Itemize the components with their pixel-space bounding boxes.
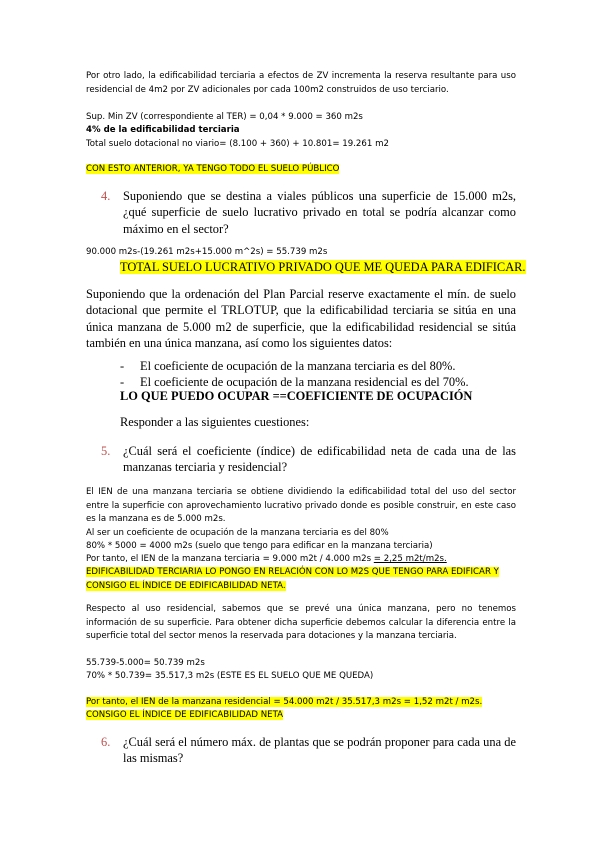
highlight-total-lucrativo: TOTAL SUELO LUCRATIVO PRIVADO QUE ME QUEDA PARA EDIFICAR. <box>120 260 526 274</box>
paragraph-ien-terciaria: El IEN de una manzana terciaria se obtiene dividiendo la edificabilidad total del uso del sector entre la superficie con aprovechamiento lucrativo privado donde es posible construir, en este caso es la manzana es de 5.000 m2s. <box>86 487 516 525</box>
highlight-row-edificabilidad <box>86 566 516 593</box>
calc-suelo-lucrativo: 90.000 m2s-(19.261 m2s+15.000 m^2s) = 55.739 m2s <box>86 247 328 257</box>
responder-text: Responder a las siguientes cuestiones: <box>120 415 310 429</box>
note-4-percent: 4% de la edificabilidad terciaria <box>86 125 240 135</box>
bullet-text: El coeficiente de ocupación de la manzana terciaria es del 80%. <box>140 359 456 373</box>
paragraph-uso-residencial: Respecto al uso residencial, sabemos que se prevé una única manzana, pero no tenemos información de su superficie. Para obtener dicha superficie debemos calcular la diferencia entre la superficie total del sector menos la reservada para dotaciones y la manzana terciaria. <box>86 604 516 642</box>
highlight-row-ien-residencial <box>86 696 516 710</box>
bullet-text: El coeficiente de ocupación de la manzana residencial es del 70%. <box>140 375 469 389</box>
question-4-text: Suponiendo que se destina a viales públicos una superficie de 15.000 m2s, ¿qué superficie de suelo lucrativo privado en total se podría alcanzar como máximo en el sector? <box>123 189 516 236</box>
paragraph-ordenacion: Suponiendo que la ordenación del Plan Parcial reserve exactamente el mín. de suelo dotacional que permite el TRLOTUP, que la edificabilidad terciaria se sitúa en una única manzana de 5.000 m2 de superficie, que la edificabilidad residencial se sitúa también en una única manzana, así como los siguientes datos: <box>86 287 516 351</box>
calc-ien-terciaria-result: = 2,25 m2t/m2s. <box>373 554 447 564</box>
paragraph-edificabilidad-terciaria: Por otro lado, la edificabilidad terciaria a efectos de ZV incrementa la reserva resultante para uso residencial de 4m2 por ZV adicionales por cada 100m2 construidos de uso terciario. <box>86 71 516 95</box>
bullet-dash: - <box>120 359 125 373</box>
note-coeficiente-ocupacion: LO QUE PUEDO OCUPAR ==COEFICIENTE DE OCUPACIÓN <box>120 389 473 403</box>
question-4-number: 4. <box>101 189 111 203</box>
calc-80-percent: 80% * 5000 = 4000 m2s (suelo que tengo para edificar en la manzana terciaria) <box>86 541 433 551</box>
calc-total-suelo-dotacional: Total suelo dotacional no viario= (8.100 + 360) + 10.801= 19.261 m2 <box>86 139 389 149</box>
question-5-number: 5. <box>101 444 111 458</box>
bullet-dash: - <box>120 375 125 389</box>
calc-superficie-residencial: 55.739-5.000= 50.739 m2s <box>86 658 205 668</box>
question-6-number: 6. <box>101 735 111 749</box>
highlight-edificabilidad-terciaria: EDIFICABILIDAD TERCIARIA LO PONGO EN RELACIÓN CON LO M2S QUE TENGO PARA EDIFICAR Y CONSIGO EL ÍNDICE DE EDIFICABILIDAD NETA. <box>86 567 499 591</box>
highlight-row-lucrativo <box>120 259 550 275</box>
highlight-row-consigo <box>86 709 516 723</box>
highlight-row-publico <box>86 163 516 177</box>
calc-sup-min-zv: Sup. Min ZV (correspondiente al TER) = 0,04 * 9.000 = 360 m2s <box>86 112 363 122</box>
question-6-text: ¿Cuál será el número máx. de plantas que se podrán proponer para cada una de las mismas? <box>123 735 516 766</box>
highlight-suelo-publico: CON ESTO ANTERIOR, YA TENGO TODO EL SUELO PÚBLICO <box>86 164 340 174</box>
highlight-ien-residencial: Por tanto, el IEN de la manzana residencial = 54.000 m2t / 35.517,3 m2s = 1,52 m2t / m2s. <box>86 697 483 707</box>
question-5-text: ¿Cuál será el coeficiente (índice) de edificabilidad neta de cada una de las manzanas terciaria y residencial? <box>123 444 516 475</box>
highlight-consigo-indice: CONSIGO EL ÍNDICE DE EDIFICABILIDAD NETA <box>86 710 284 720</box>
calc-70-percent: 70% * 50.739= 35.517,3 m2s (ESTE ES EL SUELO QUE ME QUEDA) <box>86 671 374 681</box>
calc-ien-terciaria <box>86 553 516 567</box>
calc-ien-terciaria-label: Por tanto, el IEN de la manzana terciaria = 9.000 m2t / 4.000 m2s <box>86 554 372 564</box>
line-al-ser-coeficiente: Al ser un coeficiente de ocupación de la manzana terciaria es del 80% <box>86 528 389 538</box>
